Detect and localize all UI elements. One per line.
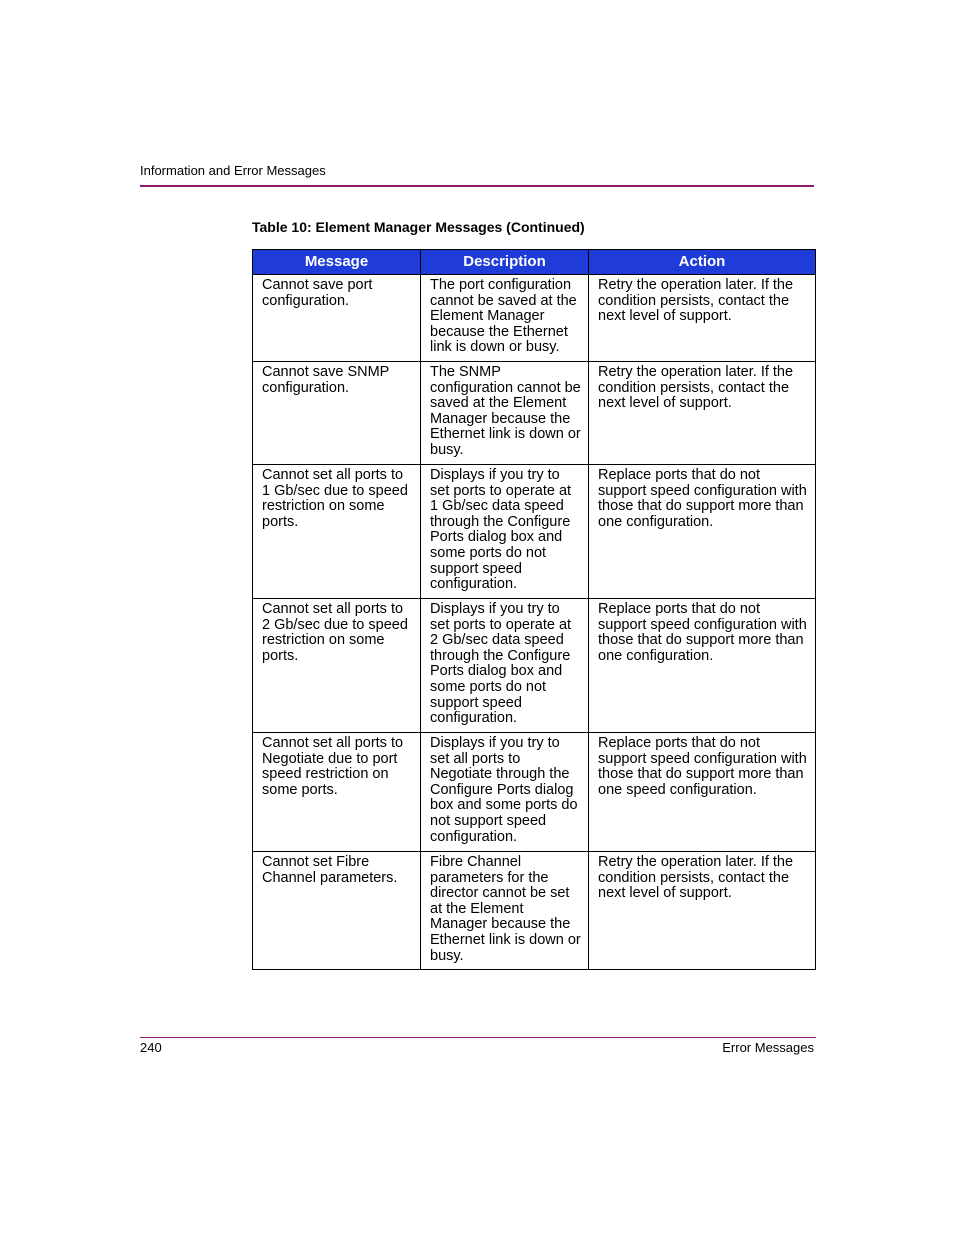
action-cell: Replace ports that do not support speed configuration with those that do support more than one configuration. — [589, 465, 816, 599]
message-cell: Cannot save SNMP configuration. — [253, 362, 421, 465]
table-row — [253, 733, 816, 852]
message-cell: Cannot set all ports to 2 Gb/sec due to speed restriction on some ports. — [253, 599, 421, 733]
message-cell: Cannot set all ports to Negotiate due to port speed restriction on some ports. — [253, 733, 421, 852]
column-header-message: Message — [253, 250, 421, 275]
action-cell: Retry the operation later. If the condition persists, contact the next level of support. — [589, 275, 816, 362]
table-row — [253, 465, 816, 599]
table-row — [253, 852, 816, 970]
running-header: Information and Error Messages — [140, 163, 326, 178]
description-cell: Displays if you try to set all ports to Negotiate through the Configure Ports dialog box and some ports do not support speed configuration. — [421, 733, 589, 852]
description-cell: The SNMP configuration cannot be saved at the Element Manager because the Ethernet link is down or busy. — [421, 362, 589, 465]
messages-table — [252, 249, 816, 970]
message-cell: Cannot set Fibre Channel parameters. — [253, 852, 421, 970]
table-row — [253, 275, 816, 362]
description-cell: The port configuration cannot be saved at the Element Manager because the Ethernet link is down or busy. — [421, 275, 589, 362]
action-cell: Replace ports that do not support speed configuration with those that do support more than one speed configuration. — [589, 733, 816, 852]
action-cell: Retry the operation later. If the condition persists, contact the next level of support. — [589, 362, 816, 465]
column-header-description: Description — [421, 250, 589, 275]
table-row — [253, 362, 816, 465]
action-cell: Replace ports that do not support speed configuration with those that do support more than one configuration. — [589, 599, 816, 733]
description-cell: Fibre Channel parameters for the director cannot be set at the Element Manager because the Ethernet link is down or busy. — [421, 852, 589, 970]
footer-chapter-title: Error Messages — [722, 1040, 814, 1055]
header-rule — [140, 185, 814, 187]
column-header-action: Action — [589, 250, 816, 275]
page-number: 240 — [140, 1040, 162, 1055]
message-cell: Cannot save port configuration. — [253, 275, 421, 362]
message-cell: Cannot set all ports to 1 Gb/sec due to speed restriction on some ports. — [253, 465, 421, 599]
description-cell: Displays if you try to set ports to operate at 1 Gb/sec data speed through the Configure Ports dialog box and some ports do not support speed configuration. — [421, 465, 589, 599]
description-cell: Displays if you try to set ports to operate at 2 Gb/sec data speed through the Configure Ports dialog box and some ports do not support speed configuration. — [421, 599, 589, 733]
table-row — [253, 599, 816, 733]
table-caption: Table 10: Element Manager Messages (Continued) — [252, 219, 585, 235]
table-header-row — [253, 250, 816, 275]
footer-rule — [140, 1037, 816, 1038]
action-cell: Retry the operation later. If the condition persists, contact the next level of support. — [589, 852, 816, 970]
